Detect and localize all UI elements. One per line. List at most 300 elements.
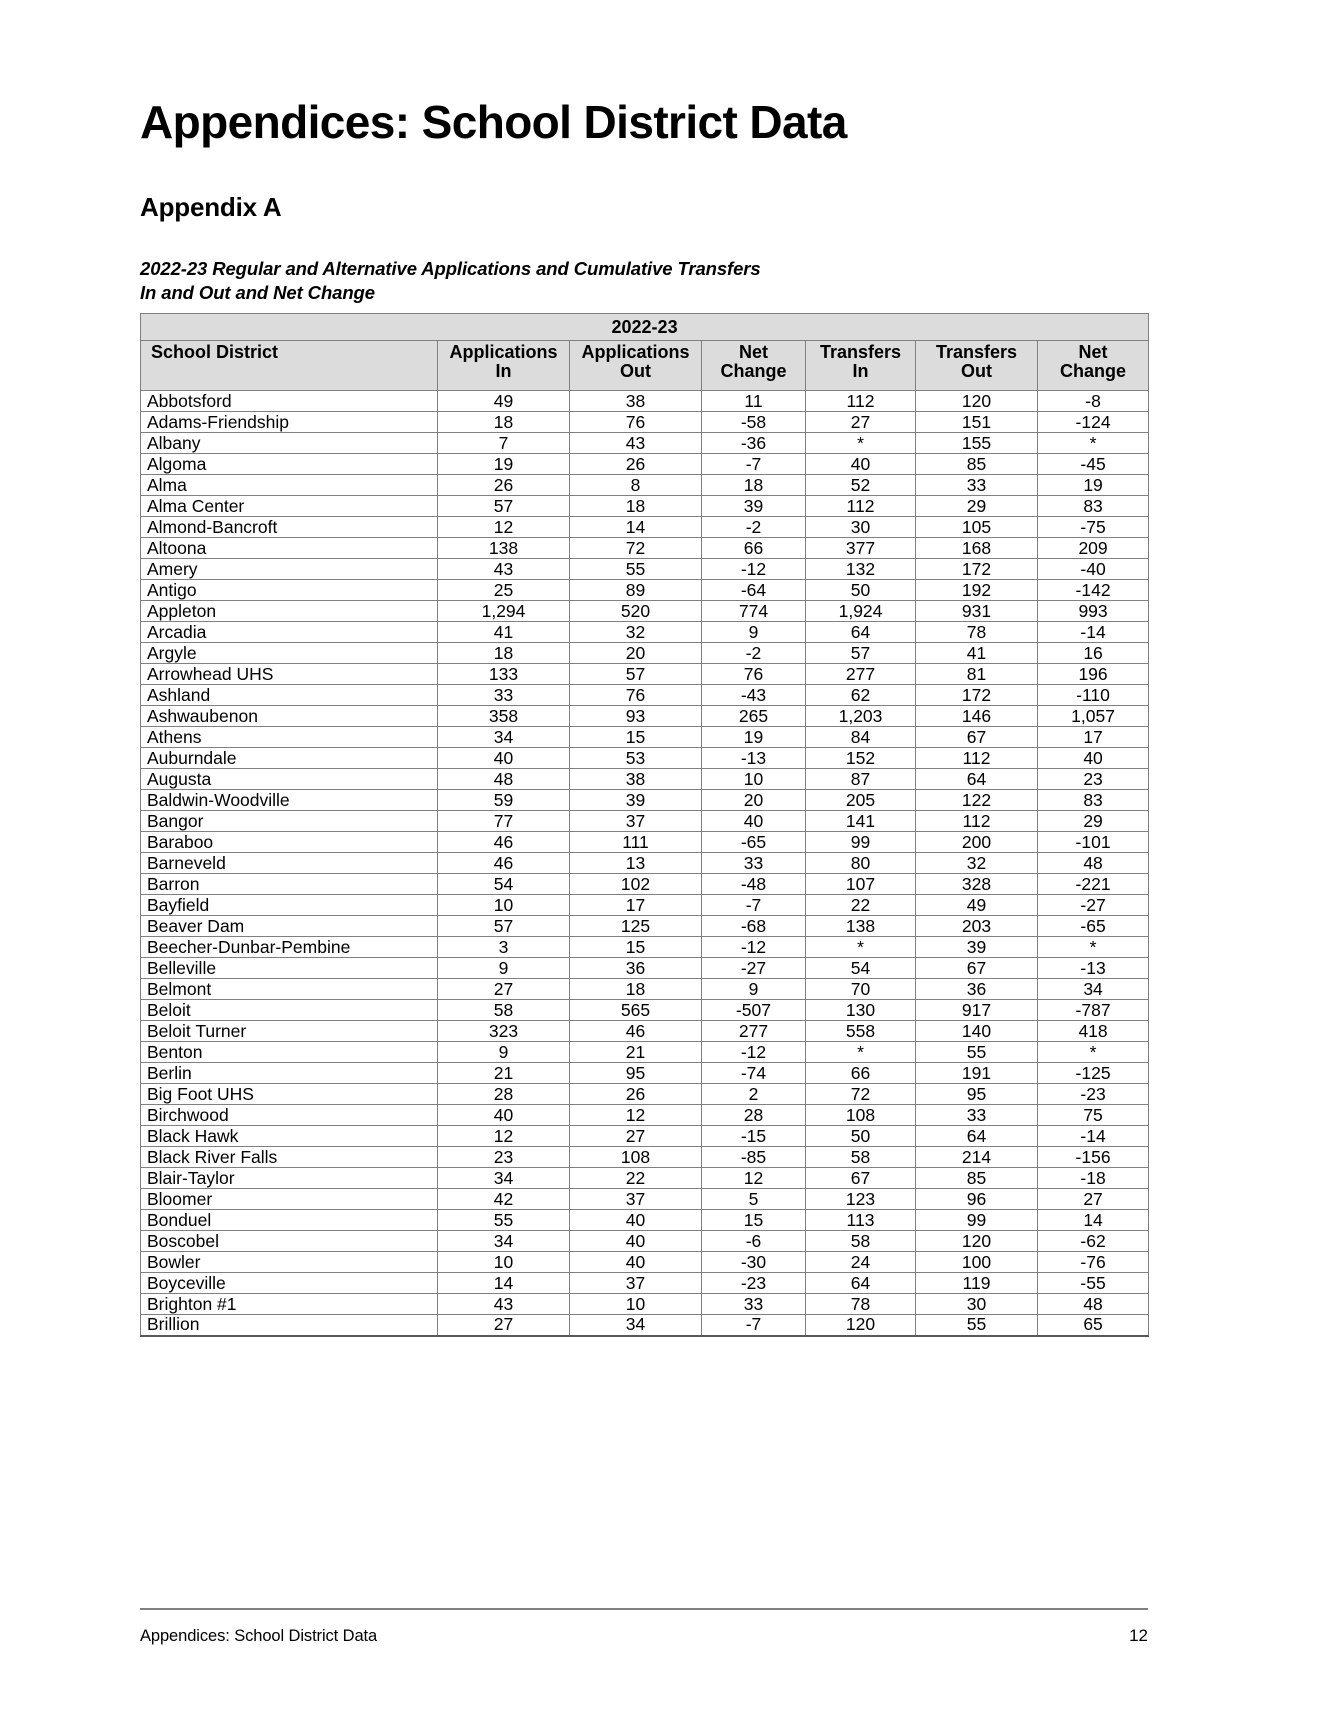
- cell-value: -48: [702, 874, 806, 895]
- cell-value: 377: [806, 538, 916, 559]
- cell-value: 203: [916, 916, 1038, 937]
- cell-value: 53: [570, 748, 702, 769]
- cell-value: 58: [806, 1147, 916, 1168]
- cell-value: 15: [570, 727, 702, 748]
- cell-value: 50: [806, 1126, 916, 1147]
- cell-value: -12: [702, 937, 806, 958]
- table-row: [141, 1252, 1149, 1273]
- cell-value: 12: [570, 1105, 702, 1126]
- cell-value: 64: [806, 1273, 916, 1294]
- column-header-line2: Out: [961, 360, 992, 381]
- cell-value: 418: [1038, 1021, 1149, 1042]
- table-caption-line1: 2022-23 Regular and Alternative Applications and Cumulative Transfers: [140, 257, 761, 279]
- school-district-data-table: [140, 313, 1149, 1337]
- cell-value: 108: [806, 1105, 916, 1126]
- cell-value: -65: [1038, 916, 1149, 937]
- cell-value: 40: [438, 1105, 570, 1126]
- column-header-line1: Applications: [449, 342, 558, 363]
- cell-value: 122: [916, 790, 1038, 811]
- cell-value: 57: [438, 916, 570, 937]
- cell-school-district: Athens: [141, 727, 438, 748]
- table-row: [141, 811, 1149, 832]
- cell-value: -7: [702, 895, 806, 916]
- cell-value: -64: [702, 580, 806, 601]
- cell-value: 265: [702, 706, 806, 727]
- cell-value: 138: [438, 538, 570, 559]
- cell-value: -30: [702, 1252, 806, 1273]
- cell-value: 18: [702, 475, 806, 496]
- cell-value: -12: [702, 559, 806, 580]
- cell-value: 46: [438, 853, 570, 874]
- cell-value: 774: [702, 601, 806, 622]
- table-row: [141, 412, 1149, 433]
- cell-value: 27: [438, 979, 570, 1000]
- cell-value: 10: [438, 1252, 570, 1273]
- cell-value: 138: [806, 916, 916, 937]
- cell-value: 49: [916, 895, 1038, 916]
- cell-school-district: Almond-Bancroft: [141, 517, 438, 538]
- cell-value: 107: [806, 874, 916, 895]
- table-row: [141, 622, 1149, 643]
- cell-value: 27: [438, 1315, 570, 1336]
- cell-value: 15: [702, 1210, 806, 1231]
- table-row: [141, 496, 1149, 517]
- cell-value: 32: [570, 622, 702, 643]
- cell-school-district: Boyceville: [141, 1273, 438, 1294]
- cell-value: -15: [702, 1126, 806, 1147]
- table-row: [141, 580, 1149, 601]
- cell-value: -2: [702, 517, 806, 538]
- cell-value: 36: [570, 958, 702, 979]
- table-row: [141, 769, 1149, 790]
- cell-value: 41: [916, 643, 1038, 664]
- cell-value: 55: [570, 559, 702, 580]
- cell-value: 33: [702, 853, 806, 874]
- cell-value: 12: [438, 1126, 570, 1147]
- cell-value: 77: [438, 811, 570, 832]
- cell-school-district: Barron: [141, 874, 438, 895]
- cell-school-district: Birchwood: [141, 1105, 438, 1126]
- cell-value: -40: [1038, 559, 1149, 580]
- cell-value: -58: [702, 412, 806, 433]
- cell-value: -507: [702, 1000, 806, 1021]
- cell-school-district: Benton: [141, 1042, 438, 1063]
- cell-value: 112: [916, 811, 1038, 832]
- cell-value: 277: [702, 1021, 806, 1042]
- cell-value: 81: [916, 664, 1038, 685]
- cell-value: 58: [806, 1231, 916, 1252]
- cell-value: -62: [1038, 1231, 1149, 1252]
- cell-value: 520: [570, 601, 702, 622]
- column-header-line1: Net: [738, 342, 768, 363]
- cell-value: 23: [1038, 769, 1149, 790]
- cell-value: 196: [1038, 664, 1149, 685]
- cell-value: 8: [570, 475, 702, 496]
- cell-value: -6: [702, 1231, 806, 1252]
- cell-value: 59: [438, 790, 570, 811]
- cell-value: 19: [702, 727, 806, 748]
- table-row: [141, 643, 1149, 664]
- cell-school-district: Barneveld: [141, 853, 438, 874]
- span-header-year: 2022-23: [141, 314, 1149, 341]
- cell-value: 42: [438, 1189, 570, 1210]
- cell-value: -23: [1038, 1084, 1149, 1105]
- cell-value: 151: [916, 412, 1038, 433]
- cell-value: 36: [916, 979, 1038, 1000]
- cell-value: 85: [916, 1168, 1038, 1189]
- cell-value: 277: [806, 664, 916, 685]
- cell-value: *: [1038, 433, 1149, 454]
- cell-value: 3: [438, 937, 570, 958]
- cell-school-district: Big Foot UHS: [141, 1084, 438, 1105]
- cell-value: 993: [1038, 601, 1149, 622]
- table-row: [141, 979, 1149, 1000]
- cell-value: 93: [570, 706, 702, 727]
- table-row: [141, 1210, 1149, 1231]
- cell-value: 9: [438, 958, 570, 979]
- cell-value: -27: [1038, 895, 1149, 916]
- cell-value: 41: [438, 622, 570, 643]
- cell-school-district: Beloit Turner: [141, 1021, 438, 1042]
- footer-label: Appendices: School District Data: [140, 1627, 378, 1645]
- cell-value: -101: [1038, 832, 1149, 853]
- table-row: [141, 832, 1149, 853]
- cell-value: 28: [438, 1084, 570, 1105]
- cell-value: 70: [806, 979, 916, 1000]
- cell-value: 52: [806, 475, 916, 496]
- cell-school-district: Alma Center: [141, 496, 438, 517]
- cell-value: 17: [1038, 727, 1149, 748]
- cell-value: 40: [438, 748, 570, 769]
- column-header-line1: Transfers: [819, 342, 902, 363]
- cell-value: -12: [702, 1042, 806, 1063]
- table-row: [141, 1063, 1149, 1084]
- cell-value: 29: [1038, 811, 1149, 832]
- cell-school-district: Boscobel: [141, 1231, 438, 1252]
- table-row: [141, 790, 1149, 811]
- table-row: [141, 895, 1149, 916]
- cell-value: 16: [1038, 643, 1149, 664]
- column-header-applications-out: [570, 341, 702, 391]
- table-row: [141, 853, 1149, 874]
- cell-value: 12: [438, 517, 570, 538]
- cell-value: 111: [570, 832, 702, 853]
- cell-value: 130: [806, 1000, 916, 1021]
- cell-value: 78: [806, 1294, 916, 1315]
- table-body: [141, 391, 1149, 1336]
- cell-value: 28: [702, 1105, 806, 1126]
- cell-value: 152: [806, 748, 916, 769]
- cell-value: 22: [570, 1168, 702, 1189]
- cell-value: -787: [1038, 1000, 1149, 1021]
- table-caption: [140, 223, 1194, 306]
- cell-value: 9: [702, 622, 806, 643]
- cell-value: 100: [916, 1252, 1038, 1273]
- column-header-applications-in: [438, 341, 570, 391]
- cell-value: 119: [916, 1273, 1038, 1294]
- cell-school-district: Albany: [141, 433, 438, 454]
- cell-value: -7: [702, 454, 806, 475]
- cell-value: 23: [438, 1147, 570, 1168]
- table-row: [141, 1147, 1149, 1168]
- cell-value: 46: [438, 832, 570, 853]
- table-row: [141, 454, 1149, 475]
- cell-value: 168: [916, 538, 1038, 559]
- cell-school-district: Bonduel: [141, 1210, 438, 1231]
- cell-value: 13: [570, 853, 702, 874]
- cell-value: -110: [1038, 685, 1149, 706]
- table-row: [141, 1042, 1149, 1063]
- cell-value: 205: [806, 790, 916, 811]
- table-row: [141, 517, 1149, 538]
- column-header-net-change-applications: [702, 341, 806, 391]
- cell-value: 87: [806, 769, 916, 790]
- cell-value: 64: [916, 1126, 1038, 1147]
- cell-value: -65: [702, 832, 806, 853]
- cell-value: 38: [570, 391, 702, 412]
- cell-value: 917: [916, 1000, 1038, 1021]
- cell-value: 192: [916, 580, 1038, 601]
- cell-value: 29: [916, 496, 1038, 517]
- cell-value: 84: [806, 727, 916, 748]
- cell-value: 12: [702, 1168, 806, 1189]
- cell-value: 40: [570, 1252, 702, 1273]
- cell-school-district: Black Hawk: [141, 1126, 438, 1147]
- cell-value: 46: [570, 1021, 702, 1042]
- cell-value: 40: [1038, 748, 1149, 769]
- cell-value: 27: [570, 1126, 702, 1147]
- table-header: [141, 314, 1149, 391]
- table-row: [141, 538, 1149, 559]
- cell-value: *: [806, 1042, 916, 1063]
- cell-value: 358: [438, 706, 570, 727]
- cell-school-district: Bayfield: [141, 895, 438, 916]
- cell-value: 323: [438, 1021, 570, 1042]
- cell-value: 43: [438, 1294, 570, 1315]
- cell-value: 76: [702, 664, 806, 685]
- cell-value: 39: [916, 937, 1038, 958]
- cell-value: 209: [1038, 538, 1149, 559]
- cell-value: 214: [916, 1147, 1038, 1168]
- cell-value: 155: [916, 433, 1038, 454]
- cell-school-district: Ashwaubenon: [141, 706, 438, 727]
- cell-value: 120: [916, 391, 1038, 412]
- cell-value: 66: [806, 1063, 916, 1084]
- column-header-transfers-in: [806, 341, 916, 391]
- cell-value: 54: [806, 958, 916, 979]
- cell-value: 105: [916, 517, 1038, 538]
- cell-value: 67: [806, 1168, 916, 1189]
- column-header-school-district: [141, 341, 438, 391]
- cell-value: -45: [1038, 454, 1149, 475]
- cell-value: 18: [438, 412, 570, 433]
- cell-school-district: Appleton: [141, 601, 438, 622]
- cell-value: 37: [570, 1189, 702, 1210]
- cell-value: 85: [916, 454, 1038, 475]
- cell-value: 99: [806, 832, 916, 853]
- table-row: [141, 433, 1149, 454]
- cell-value: 58: [438, 1000, 570, 1021]
- table-row: [141, 1294, 1149, 1315]
- cell-school-district: Abbotsford: [141, 391, 438, 412]
- cell-value: 64: [916, 769, 1038, 790]
- cell-value: -74: [702, 1063, 806, 1084]
- page-number: 12: [1129, 1626, 1148, 1645]
- cell-value: 39: [702, 496, 806, 517]
- table-row: [141, 1315, 1149, 1336]
- cell-value: 34: [1038, 979, 1149, 1000]
- cell-school-district: Brillion: [141, 1315, 438, 1336]
- cell-value: 14: [1038, 1210, 1149, 1231]
- column-header-line1: Applications: [581, 342, 690, 363]
- column-header-net-change-transfers: [1038, 341, 1149, 391]
- cell-value: 33: [916, 475, 1038, 496]
- cell-school-district: Bloomer: [141, 1189, 438, 1210]
- cell-value: -13: [702, 748, 806, 769]
- cell-value: 55: [438, 1210, 570, 1231]
- cell-value: 34: [438, 1168, 570, 1189]
- cell-value: 191: [916, 1063, 1038, 1084]
- appendix-heading: Appendix A: [140, 191, 282, 222]
- cell-value: -55: [1038, 1273, 1149, 1294]
- cell-value: *: [806, 433, 916, 454]
- cell-school-district: Arrowhead UHS: [141, 664, 438, 685]
- cell-value: 76: [570, 685, 702, 706]
- cell-value: -221: [1038, 874, 1149, 895]
- cell-school-district: Bowler: [141, 1252, 438, 1273]
- cell-value: 20: [702, 790, 806, 811]
- cell-value: 9: [702, 979, 806, 1000]
- table-row: [141, 958, 1149, 979]
- cell-value: 2: [702, 1084, 806, 1105]
- cell-school-district: Auburndale: [141, 748, 438, 769]
- cell-value: 112: [806, 391, 916, 412]
- table-caption-line2: In and Out and Net Change: [140, 282, 375, 304]
- cell-value: 67: [916, 958, 1038, 979]
- cell-value: 14: [570, 517, 702, 538]
- cell-value: -7: [702, 1315, 806, 1336]
- cell-value: 19: [438, 454, 570, 475]
- cell-value: -13: [1038, 958, 1149, 979]
- cell-school-district: Antigo: [141, 580, 438, 601]
- cell-value: 55: [916, 1042, 1038, 1063]
- cell-value: 57: [438, 496, 570, 517]
- cell-value: 34: [438, 1231, 570, 1252]
- cell-school-district: Bangor: [141, 811, 438, 832]
- cell-value: 27: [806, 412, 916, 433]
- cell-value: 18: [570, 496, 702, 517]
- cell-value: 125: [570, 916, 702, 937]
- cell-value: 22: [806, 895, 916, 916]
- cell-value: 21: [438, 1063, 570, 1084]
- cell-value: -14: [1038, 1126, 1149, 1147]
- cell-value: 57: [806, 643, 916, 664]
- cell-value: 40: [570, 1210, 702, 1231]
- cell-value: 18: [570, 979, 702, 1000]
- cell-value: 40: [806, 454, 916, 475]
- cell-school-district: Argyle: [141, 643, 438, 664]
- page-footer: [140, 1608, 1148, 1646]
- cell-school-district: Belleville: [141, 958, 438, 979]
- cell-school-district: Blair-Taylor: [141, 1168, 438, 1189]
- cell-value: 108: [570, 1147, 702, 1168]
- cell-value: 83: [1038, 496, 1149, 517]
- cell-value: -14: [1038, 622, 1149, 643]
- cell-value: 27: [1038, 1189, 1149, 1210]
- cell-value: 102: [570, 874, 702, 895]
- cell-value: 17: [570, 895, 702, 916]
- cell-value: 30: [916, 1294, 1038, 1315]
- cell-school-district: Belmont: [141, 979, 438, 1000]
- cell-value: 120: [916, 1231, 1038, 1252]
- cell-value: -124: [1038, 412, 1149, 433]
- cell-value: 48: [1038, 1294, 1149, 1315]
- cell-value: 72: [806, 1084, 916, 1105]
- cell-value: 39: [570, 790, 702, 811]
- cell-value: 80: [806, 853, 916, 874]
- table-row: [141, 1168, 1149, 1189]
- cell-value: 99: [916, 1210, 1038, 1231]
- cell-school-district: Ashland: [141, 685, 438, 706]
- column-header-line1: Net: [1078, 342, 1108, 363]
- cell-value: -68: [702, 916, 806, 937]
- cell-value: 1,203: [806, 706, 916, 727]
- cell-school-district: Algoma: [141, 454, 438, 475]
- table-row: [141, 748, 1149, 769]
- table-row: [141, 1021, 1149, 1042]
- table-row: [141, 727, 1149, 748]
- cell-value: 132: [806, 559, 916, 580]
- cell-value: 558: [806, 1021, 916, 1042]
- cell-value: 10: [702, 769, 806, 790]
- cell-value: 9: [438, 1042, 570, 1063]
- table-row: [141, 1273, 1149, 1294]
- cell-value: 43: [570, 433, 702, 454]
- cell-value: 141: [806, 811, 916, 832]
- cell-value: 112: [806, 496, 916, 517]
- cell-school-district: Augusta: [141, 769, 438, 790]
- cell-value: 64: [806, 622, 916, 643]
- cell-value: 55: [916, 1315, 1038, 1336]
- cell-value: 65: [1038, 1315, 1149, 1336]
- cell-value: 62: [806, 685, 916, 706]
- cell-school-district: Baldwin-Woodville: [141, 790, 438, 811]
- cell-school-district: Black River Falls: [141, 1147, 438, 1168]
- cell-value: 75: [1038, 1105, 1149, 1126]
- cell-value: -18: [1038, 1168, 1149, 1189]
- cell-value: -36: [702, 433, 806, 454]
- cell-value: 146: [916, 706, 1038, 727]
- cell-value: 328: [916, 874, 1038, 895]
- cell-value: 7: [438, 433, 570, 454]
- cell-value: 24: [806, 1252, 916, 1273]
- cell-value: 1,057: [1038, 706, 1149, 727]
- cell-school-district: Beloit: [141, 1000, 438, 1021]
- cell-value: 931: [916, 601, 1038, 622]
- cell-value: 113: [806, 1210, 916, 1231]
- table-row: [141, 391, 1149, 412]
- cell-school-district: Amery: [141, 559, 438, 580]
- cell-value: 76: [570, 412, 702, 433]
- cell-value: 30: [806, 517, 916, 538]
- table-row: [141, 664, 1149, 685]
- cell-value: 89: [570, 580, 702, 601]
- table-row: [141, 937, 1149, 958]
- cell-value: 200: [916, 832, 1038, 853]
- cell-value: -76: [1038, 1252, 1149, 1273]
- cell-value: 25: [438, 580, 570, 601]
- cell-value: 83: [1038, 790, 1149, 811]
